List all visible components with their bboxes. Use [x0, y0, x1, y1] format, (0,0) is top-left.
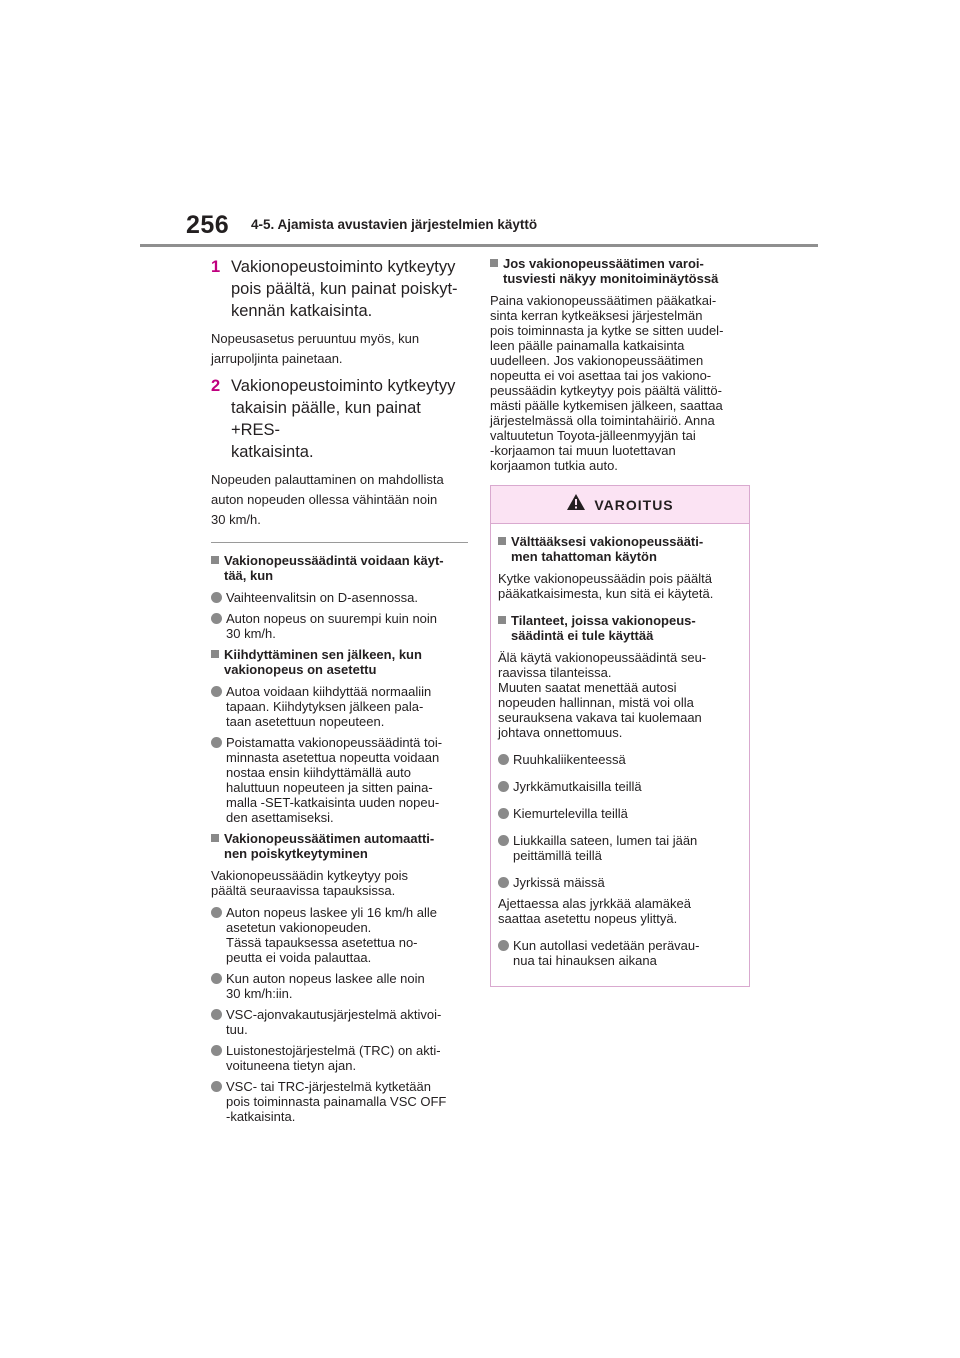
text-line: peittämillä teillä	[513, 848, 602, 863]
text-line: Kun autollasi vedetään perävau-	[513, 938, 700, 953]
list-item	[211, 971, 468, 1001]
square-bullet-icon	[498, 616, 506, 624]
text-line: kennän katkaisinta.	[231, 302, 373, 320]
text-line: tusviesti näkyy monitoiminäytössä	[503, 271, 719, 286]
text-line: Vakionopeustoiminto kytkeytyy	[231, 377, 456, 395]
text-line: pääkatkaisimesta, kun sitä ei käytetä.	[498, 586, 714, 601]
warning-header	[491, 486, 749, 524]
paragraph	[498, 896, 741, 926]
step-text	[231, 256, 458, 322]
list-item	[498, 779, 741, 794]
text-line: pois toiminnasta ja kytke se sitten uudel-	[490, 323, 724, 338]
text-line: Liukkailla sateen, lumen tai jään	[513, 833, 698, 848]
text-line: nopeutta ei voi asettaa tai jos vakiono-	[490, 368, 712, 383]
warning-triangle-icon	[566, 493, 586, 516]
round-bullet-icon	[211, 737, 222, 748]
text-line: auton nopeuden ollessa vähintään noin	[211, 492, 438, 507]
text-line: Älä käytä vakionopeussäädintä seu-	[498, 650, 707, 665]
warning-label: VAROITUS	[594, 496, 674, 513]
warning-body	[491, 524, 749, 986]
list-item	[211, 735, 468, 825]
square-bullet-icon	[211, 834, 219, 842]
list-item	[498, 833, 741, 863]
text-line: Muuten saatat menettää autosi	[498, 680, 677, 695]
round-bullet-icon	[211, 907, 222, 918]
text-line: Kytke vakionopeussäädin pois päältä	[498, 571, 712, 586]
list-item	[211, 1079, 468, 1124]
text-line: Auton nopeus laskee yli 16 km/h alle	[226, 905, 438, 920]
text-line: uudelleen. Jos vakionopeussäätimen	[490, 353, 704, 368]
text-line: mästi päälle kytkemisen jälkeen, saattaa	[490, 398, 723, 413]
text-line: 30 km/h.	[211, 512, 261, 527]
text-line: Vakionopeussäädin kytkeytyy pois	[211, 868, 409, 883]
text-line: -katkaisinta.	[226, 1109, 296, 1124]
step-number: 2	[211, 377, 221, 395]
subheading	[498, 613, 741, 643]
text-line: -korjaamon tai muun luotettavan	[490, 443, 676, 458]
text-line: Paina vakionopeussäätimen pääkatkai-	[490, 293, 717, 308]
list-item	[211, 590, 468, 605]
text-line: Kiihdyttäminen sen jälkeen, kun	[224, 647, 422, 662]
text-line: Vaihteenvalitsin on D-asennossa.	[226, 590, 418, 605]
text-line: Jos vakionopeussäätimen varoi-	[503, 256, 704, 271]
step-1	[211, 256, 468, 322]
text-line: voituneena tietyn ajan.	[226, 1058, 357, 1073]
round-bullet-icon	[211, 613, 222, 624]
square-bullet-icon	[498, 537, 506, 545]
step-text	[231, 375, 468, 463]
paragraph	[211, 868, 468, 898]
step-number: 1	[211, 258, 221, 276]
text-line: minnasta asetettua nopeutta voidaan	[226, 750, 440, 765]
header-divider	[140, 244, 818, 247]
text-line: 30 km/h.	[226, 626, 276, 641]
text-line: peussäädin kytkeytyy pois päältä välittö-	[490, 383, 722, 398]
text-line: Ruuhkaliikenteessä	[513, 752, 626, 767]
text-line: tapaan. Kiihdytyksen jälkeen pala-	[226, 699, 424, 714]
text-line: tää, kun	[224, 568, 274, 583]
text-line: Jyrkissä mäissä	[513, 875, 605, 890]
text-line: nua tai hinauksen aikana	[513, 953, 657, 968]
text-line: Vakionopeussäädintä voidaan käyt-	[224, 553, 444, 568]
round-bullet-icon	[498, 877, 509, 888]
round-bullet-icon	[211, 1081, 222, 1092]
text-line: Autoa voidaan kiihdyttää normaaliin	[226, 684, 432, 699]
round-bullet-icon	[211, 686, 222, 697]
text-line: nen poiskytkeytyminen	[224, 846, 368, 861]
list-item	[211, 905, 468, 965]
round-bullet-icon	[211, 1009, 222, 1020]
text-line: johtava onnettomuus.	[498, 725, 623, 740]
text-line: valtuutetun Toyota-jälleenmyyjän tai	[490, 428, 696, 443]
list-item	[498, 875, 741, 890]
text-line: leen päälle painamalla katkaisinta	[490, 338, 685, 353]
subheading	[498, 534, 741, 564]
text-line: 30 km/h:iin.	[226, 986, 293, 1001]
text-line: pois päältä, kun painat poiskyt-	[231, 280, 458, 298]
round-bullet-icon	[211, 973, 222, 984]
list-item	[211, 611, 468, 641]
round-bullet-icon	[498, 781, 509, 792]
round-bullet-icon	[498, 808, 509, 819]
text-line: takaisin päälle, kun painat +RES-	[231, 399, 421, 439]
text-line: Vakionopeustoiminto kytkeytyy	[231, 258, 456, 276]
text-line: VSC-ajonvakautusjärjestelmä aktivoi-	[226, 1007, 442, 1022]
text-line: tuu.	[226, 1022, 248, 1037]
text-line: pois toiminnasta painamalla VSC OFF	[226, 1094, 447, 1109]
round-bullet-icon	[498, 754, 509, 765]
text-line: Ajettaessa alas jyrkkää alamäkeä	[498, 896, 691, 911]
text-line: Poistamatta vakionopeussäädintä toi-	[226, 735, 443, 750]
paragraph	[498, 650, 741, 740]
round-bullet-icon	[498, 940, 509, 951]
text-line: vakionopeus on asetettu	[224, 662, 377, 677]
text-line: Kun auton nopeus laskee alle noin	[226, 971, 425, 986]
subheading	[211, 553, 468, 583]
square-bullet-icon	[211, 650, 219, 658]
paragraph	[498, 571, 741, 601]
section-divider	[211, 542, 468, 543]
text-line: korjaamon tutkia auto.	[490, 458, 618, 473]
right-column	[490, 256, 752, 987]
round-bullet-icon	[211, 592, 222, 603]
text-line: Auton nopeus on suurempi kuin noin	[226, 611, 438, 626]
text-line: seurauksena vakava tai kuolemaan	[498, 710, 702, 725]
text-line: haluttuun nopeuteen ja sitten paina-	[226, 780, 433, 795]
text-line: den asettamiseksi.	[226, 810, 334, 825]
subheading	[490, 256, 752, 286]
text-line: sinta kerran kytkeäksesi järjestelmän	[490, 308, 703, 323]
text-line: Välttääksesi vakionopeussääti-	[511, 534, 704, 549]
text-line: nopeuden hallinnan, mistä voi olla	[498, 695, 694, 710]
text-line: Nopeusasetus peruuntuu myös, kun	[211, 331, 420, 346]
list-item	[498, 806, 741, 821]
text-line: nostaa ensin kiihdyttämällä auto	[226, 765, 412, 780]
text-line: men tahattoman käytön	[511, 549, 657, 564]
text-line: päältä seuraavissa tapauksissa.	[211, 883, 396, 898]
text-line: Vakionopeussäätimen automaatti-	[224, 831, 435, 846]
list-item	[211, 1043, 468, 1073]
subheading	[211, 831, 468, 861]
text-line: Nopeuden palauttaminen on mahdollista	[211, 472, 444, 487]
text-line: taan asetettuun nopeuteen.	[226, 714, 385, 729]
paragraph	[490, 293, 752, 473]
text-line: asetetun vakionopeuden.	[226, 920, 372, 935]
text-line: Tilanteet, joissa vakionopeus-	[511, 613, 696, 628]
round-bullet-icon	[498, 835, 509, 846]
step-2	[211, 375, 468, 463]
warning-box	[490, 485, 750, 987]
list-item	[498, 752, 741, 767]
text-line: jarrupoljinta painetaan.	[211, 351, 343, 366]
text-line: raavissa tilanteissa.	[498, 665, 612, 680]
text-line: Kiemurtelevilla teillä	[513, 806, 628, 821]
list-item	[498, 938, 741, 968]
text-line: malla -SET-katkaisinta uuden nopeu-	[226, 795, 440, 810]
square-bullet-icon	[211, 556, 219, 564]
subheading	[211, 647, 468, 677]
text-line: peutta ei voida palauttaa.	[226, 950, 372, 965]
text-line: säädintä ei tule käyttää	[511, 628, 654, 643]
list-item	[211, 1007, 468, 1037]
text-line: Luistonestojärjestelmä (TRC) on akti-	[226, 1043, 441, 1058]
left-column	[211, 256, 468, 1130]
list-item	[211, 684, 468, 729]
text-line: Tässä tapauksessa asetettua no-	[226, 935, 418, 950]
step-note	[211, 470, 468, 530]
text-line: saattaa asetettu nopeus ylittyä.	[498, 911, 678, 926]
text-line: järjestelmässä olla toimintahäiriö. Anna	[490, 413, 715, 428]
square-bullet-icon	[490, 259, 498, 267]
text-line: katkaisinta.	[231, 443, 314, 461]
text-line: Jyrkkämutkaisilla teillä	[513, 779, 642, 794]
round-bullet-icon	[211, 1045, 222, 1056]
section-title: 4-5. Ajamista avustavien järjestelmien käyttö	[251, 217, 538, 232]
step-note	[211, 329, 468, 369]
page-number: 256	[186, 211, 230, 239]
text-line: VSC- tai TRC-järjestelmä kytketään	[226, 1079, 431, 1094]
